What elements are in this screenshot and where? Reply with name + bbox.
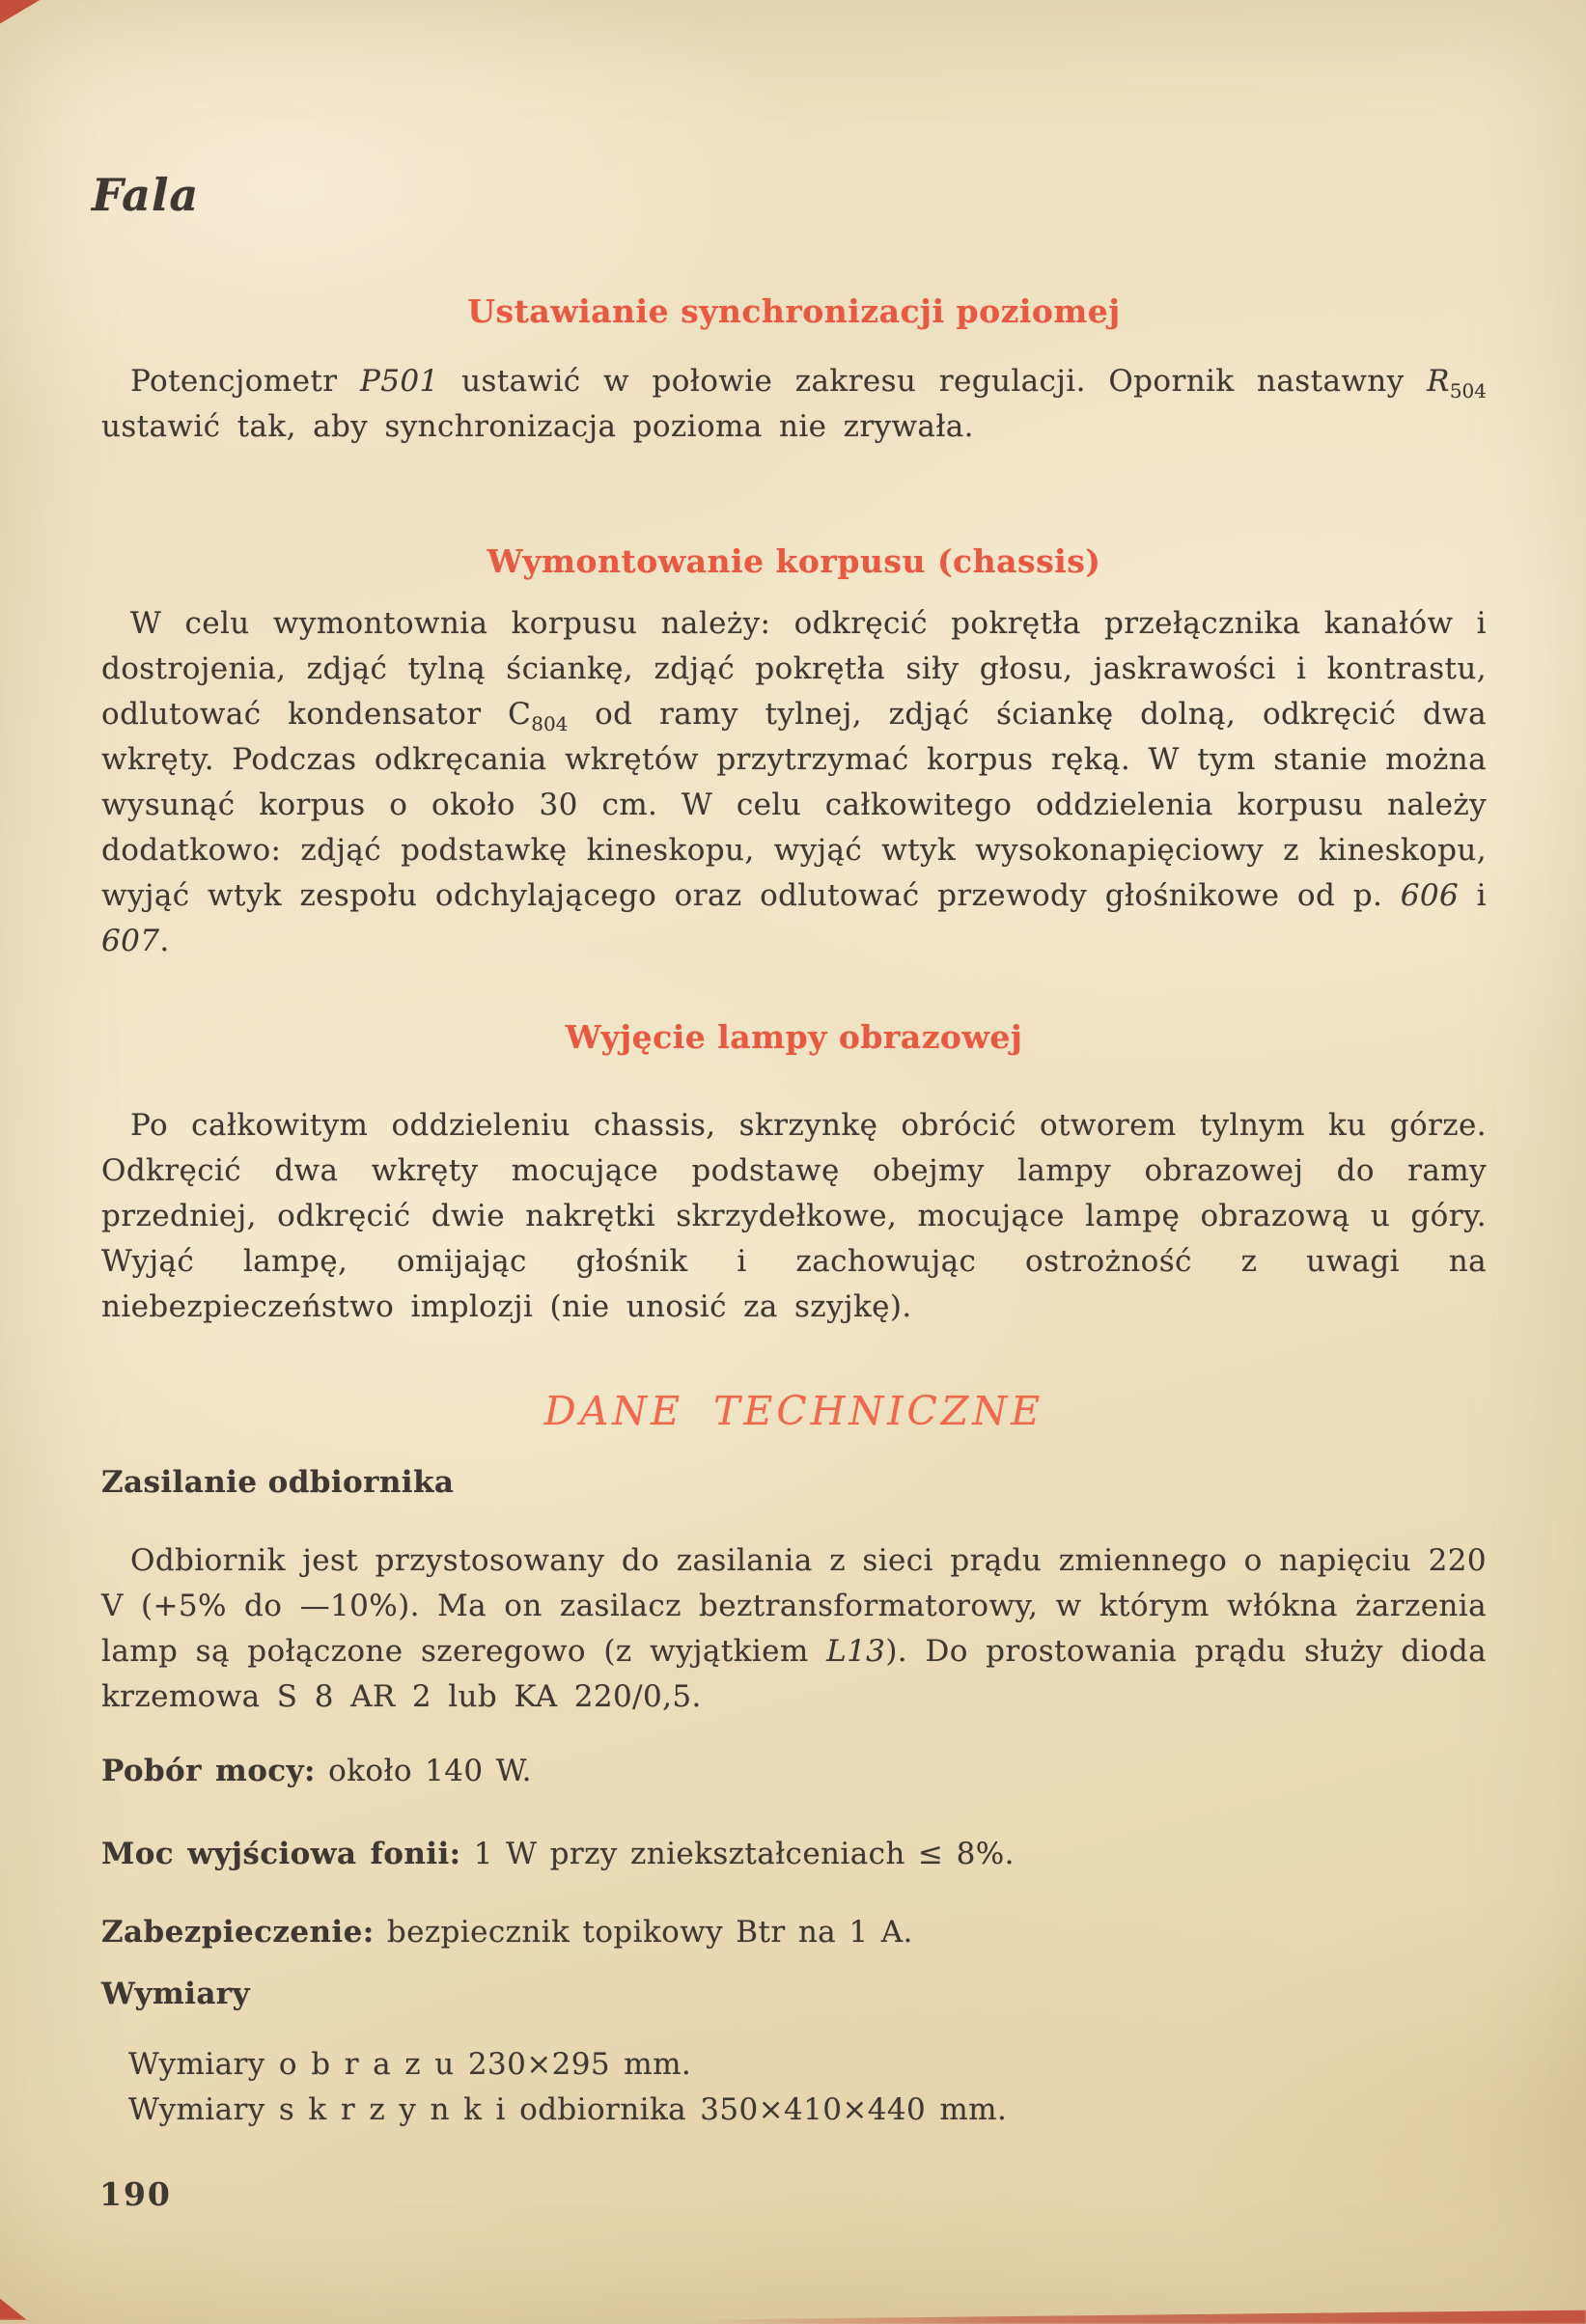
dimension-line-picture: Wymiary o b r a z u 230×295 mm. — [128, 2047, 692, 2082]
section-heading-sync: Ustawianie synchronizacji poziomej — [467, 292, 1121, 330]
spec-fuse-protection: Zabezpieczenie: bezpiecznik topikowy Btr na 1 A. — [101, 1915, 913, 1950]
page-title: Fala — [92, 169, 200, 221]
section-heading-lamp: Wyjęcie lampy obrazowej — [565, 1018, 1023, 1056]
subheading-dimensions: Wymiary — [101, 1977, 250, 2011]
spec-audio-output-power: Moc wyjściowa fonii: 1 W przy zniekształceniach ≤ 8%. — [101, 1837, 1015, 1871]
page-edge-stain — [0, 0, 46, 27]
page-edge-stain — [698, 2309, 1586, 2324]
spec-power-consumption: Pobór mocy: około 140 W. — [101, 1754, 532, 1788]
subheading-power-supply: Zasilanie odbiornika — [101, 1465, 455, 1500]
dimension-line-cabinet: Wymiary s k r z y n k i odbiornika 350×410×440 mm. — [128, 2092, 1008, 2127]
paragraph-power-supply: Odbiornik jest przystosowany do zasilania z sieci prądu zmiennego o napięciu 220 V (+5% do —10%). Ma on zasilacz beztransformatorowy, w którym włókna żarzenia lamp są połączone szeregowo (z wyjątkiem L13). Do prostowania prądu służy dioda krzemowa S 8 AR 2 lub KA 220/0,5. — [101, 1543, 1487, 1714]
page-number: 190 — [99, 2175, 172, 2213]
section-heading-technical-data: DANE TECHNICZNE — [543, 1388, 1044, 1434]
paragraph-chassis: W celu wymontownia korpusu należy: odkręcić pokrętła przełącznika kanałów i dostrojenia, zdjąć tylną ściankę, zdjąć pokrętła siły głosu, jaskrawości i kontrastu, odlutować kondensator $C_{804}$ od ramy tylnej, zdjąć ściankę dolną, odkręcić dwa wkręty. Podczas odkręcania wkrętów przytrzymać korpus ręką. W tym stanie można wysunąć korpus o około 30 cm. W celu całkowitego oddzielenia korpusu należy dodatkowo: zdjąć podstawkę kineskopu, wyjąć wtyk wysokonapięciowy z kineskopu, wyjąć wtyk zespołu odchylającego oraz odlutować przewody głośnikowe od p. 606 i 607. — [101, 606, 1487, 958]
section-heading-chassis: Wymontowanie korpusu (chassis) — [487, 542, 1101, 580]
paragraph-lamp: Po całkowitym oddzieleniu chassis, skrzynkę obrócić otworem tylnym ku górze. Odkręcić dwa wkręty mocujące podstawę obejmy lampy obrazowej do ramy przedniej, odkręcić dwie nakrętki skrzydełkowe, mocujące lampę obrazową u góry. Wyjąć lampę, omijając głośnik i zachowując ostrożność z uwagi na niebezpieczeństwo implozji (nie unosić za szyjkę). — [101, 1108, 1487, 1324]
page-edge-stain — [0, 2295, 27, 2320]
dimension-lines — [128, 2042, 1487, 2133]
paragraph-sync: Potencjometr P501 ustawić w połowie zakresu regulacji. Opornik nastawny $R_{504}$ ustawić tak, aby synchronizacja pozioma nie zrywała. — [101, 364, 1487, 444]
